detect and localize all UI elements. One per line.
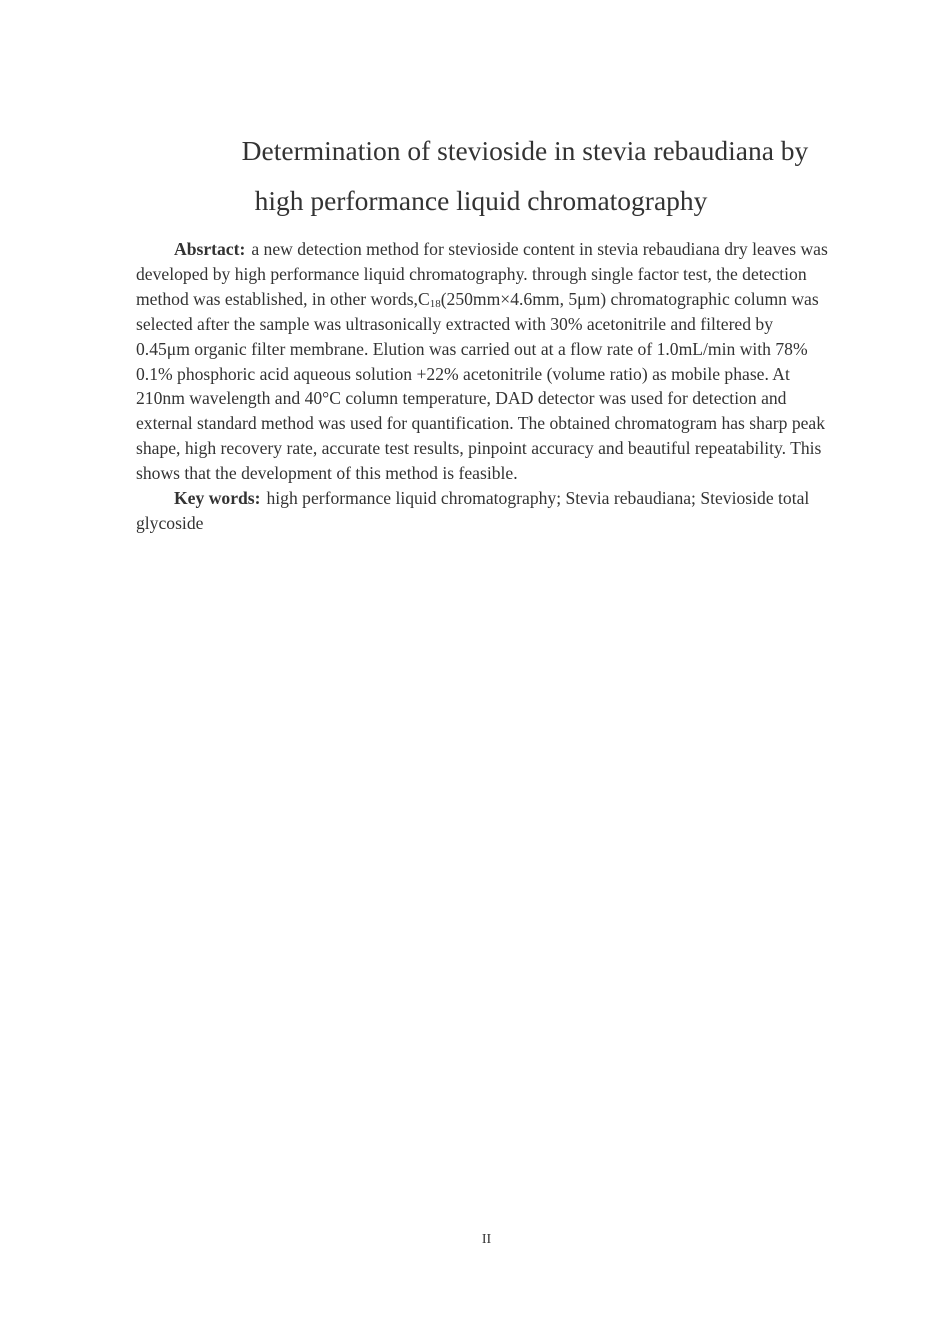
paper-title <box>136 126 826 226</box>
paper-title-line-2: high performance liquid chromatography <box>254 185 708 216</box>
abstract-text-part-1: a new detection method for stevioside content in stevia rebaudiana dry leaves was developed by high performance liquid chromatography. through single factor test, the detection method was established, in other words,C <box>136 239 828 309</box>
abstract-text-part-2: (250mm×4.6mm, 5μm) chromatographic column was selected after the sample was ultrasonically extracted with 30% acetonitrile and filtered by 0.45μm organic filter membrane. Elution was carried out at a flow rate of 1.0mL/min with 78% 0.1% phosphoric acid aqueous solution +22% acetonitrile (volume ratio) as mobile phase. At 210nm wavelength and 40°C column temperature, DAD detector was used for detection and external standard method was used for quantification. The obtained chromatogram has sharp peak shape, high recovery rate, accurate test results, pinpoint accuracy and beautiful repeatability. This shows that the development of this method is feasible. <box>136 288 826 484</box>
paper-title-line-1: Determination of stevioside in stevia rebaudiana by <box>241 135 809 166</box>
abstract-label: Absrtact: <box>174 239 246 259</box>
abstract-section <box>136 237 828 536</box>
keywords-text: high performance liquid chromatography; Stevia rebaudiana; Stevioside total glycoside <box>136 488 810 533</box>
abstract-paragraph <box>136 237 828 486</box>
abstract-subscript: 18 <box>429 297 441 310</box>
keywords-paragraph <box>136 486 828 536</box>
page-number: II <box>481 1232 492 1247</box>
keywords-label: Key words: <box>174 488 261 509</box>
